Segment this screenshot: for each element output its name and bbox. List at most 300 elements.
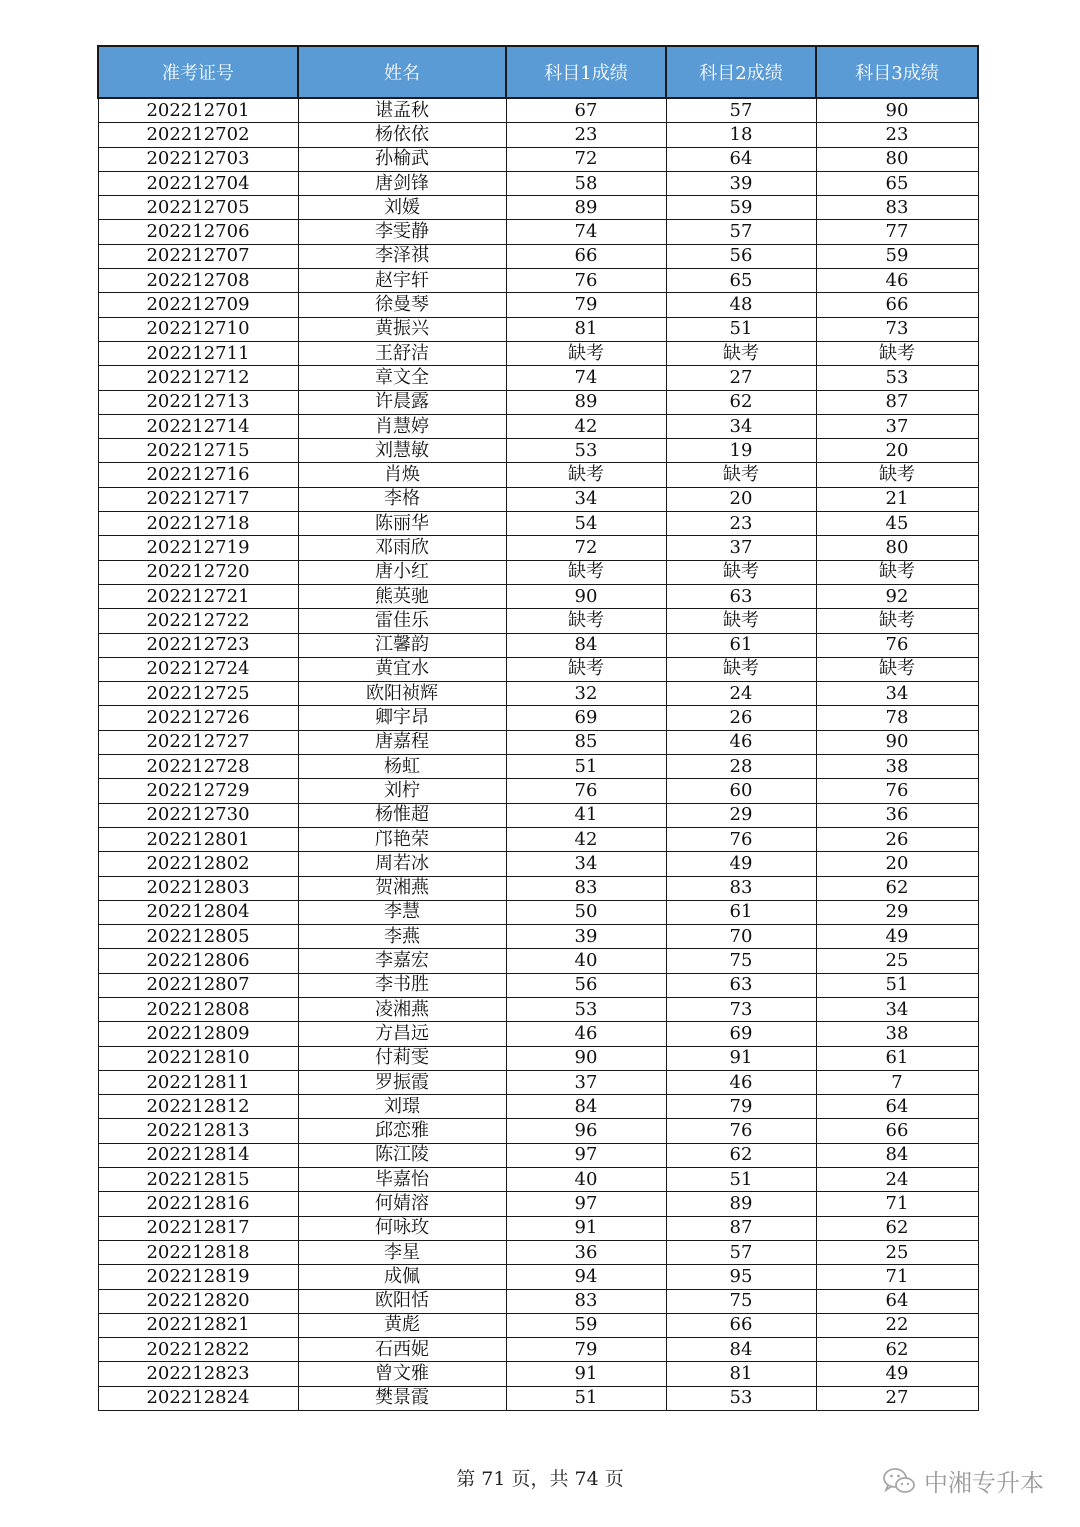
cell-subject1-score: 23 — [506, 123, 666, 147]
cell-subject2-score: 56 — [666, 244, 816, 268]
cell-subject3-score: 83 — [816, 196, 978, 220]
cell-subject1-score: 53 — [506, 997, 666, 1021]
cell-exam-id: 202212709 — [98, 293, 298, 317]
cell-subject3-score: 61 — [816, 1046, 978, 1070]
table-row — [98, 755, 978, 779]
cell-subject3-score: 65 — [816, 171, 978, 195]
cell-name: 赵宇轩 — [298, 269, 506, 293]
cell-subject3-score: 38 — [816, 1022, 978, 1046]
cell-exam-id: 202212729 — [98, 779, 298, 803]
table-row — [98, 1338, 978, 1362]
column-header-subject2-score: 科目2成绩 — [666, 46, 816, 98]
cell-exam-id: 202212728 — [98, 755, 298, 779]
table-row — [98, 973, 978, 997]
cell-subject1-score: 40 — [506, 949, 666, 973]
cell-name: 樊景霞 — [298, 1386, 506, 1410]
table-row — [98, 1070, 978, 1094]
cell-name: 欧阳恬 — [298, 1289, 506, 1313]
table-row — [98, 244, 978, 268]
cell-subject3-score: 21 — [816, 487, 978, 511]
cell-subject2-score: 37 — [666, 536, 816, 560]
cell-subject3-score: 64 — [816, 1289, 978, 1313]
column-header-subject3-score: 科目3成绩 — [816, 46, 978, 98]
cell-exam-id: 202212721 — [98, 584, 298, 608]
cell-subject1-score: 40 — [506, 1168, 666, 1192]
cell-exam-id: 202212722 — [98, 609, 298, 633]
cell-name: 陈江陵 — [298, 1143, 506, 1167]
cell-name: 贺湘燕 — [298, 876, 506, 900]
cell-exam-id: 202212818 — [98, 1240, 298, 1264]
cell-exam-id: 202212809 — [98, 1022, 298, 1046]
cell-exam-id: 202212804 — [98, 900, 298, 924]
cell-name: 熊英驰 — [298, 584, 506, 608]
table-row — [98, 147, 978, 171]
cell-exam-id: 202212812 — [98, 1095, 298, 1119]
cell-exam-id: 202212701 — [98, 98, 298, 123]
cell-subject2-score: 缺考 — [666, 463, 816, 487]
cell-subject2-score: 91 — [666, 1046, 816, 1070]
table-row — [98, 341, 978, 365]
table-row — [98, 730, 978, 754]
cell-exam-id: 202212706 — [98, 220, 298, 244]
cell-subject3-score: 25 — [816, 1240, 978, 1264]
cell-subject1-score: 51 — [506, 1386, 666, 1410]
watermark-text: 中湘专升本 — [924, 1469, 1044, 1497]
cell-subject1-score: 72 — [506, 147, 666, 171]
cell-subject2-score: 51 — [666, 317, 816, 341]
cell-subject3-score: 45 — [816, 512, 978, 536]
cell-subject2-score: 29 — [666, 803, 816, 827]
cell-subject1-score: 66 — [506, 244, 666, 268]
table-row — [98, 682, 978, 706]
cell-name: 曾文雅 — [298, 1362, 506, 1386]
cell-subject3-score: 53 — [816, 366, 978, 390]
cell-subject1-score: 74 — [506, 220, 666, 244]
cell-subject2-score: 84 — [666, 1338, 816, 1362]
cell-exam-id: 202212810 — [98, 1046, 298, 1070]
cell-subject3-score: 缺考 — [816, 341, 978, 365]
cell-subject1-score: 46 — [506, 1022, 666, 1046]
cell-subject1-score: 96 — [506, 1119, 666, 1143]
cell-subject1-score: 缺考 — [506, 341, 666, 365]
cell-exam-id: 202212813 — [98, 1119, 298, 1143]
cell-subject3-score: 49 — [816, 1362, 978, 1386]
table-row — [98, 803, 978, 827]
cell-name: 毕嘉怡 — [298, 1168, 506, 1192]
cell-subject2-score: 53 — [666, 1386, 816, 1410]
cell-exam-id: 202212815 — [98, 1168, 298, 1192]
cell-subject2-score: 48 — [666, 293, 816, 317]
cell-subject3-score: 27 — [816, 1386, 978, 1410]
cell-subject3-score: 34 — [816, 682, 978, 706]
cell-name: 何咏玫 — [298, 1216, 506, 1240]
cell-name: 周若冰 — [298, 852, 506, 876]
cell-exam-id: 202212817 — [98, 1216, 298, 1240]
cell-subject3-score: 51 — [816, 973, 978, 997]
cell-subject3-score: 20 — [816, 852, 978, 876]
score-table-container — [97, 45, 977, 1411]
cell-subject3-score: 7 — [816, 1070, 978, 1094]
cell-subject1-score: 85 — [506, 730, 666, 754]
cell-subject2-score: 76 — [666, 827, 816, 851]
cell-name: 卿宇昂 — [298, 706, 506, 730]
cell-exam-id: 202212711 — [98, 341, 298, 365]
cell-subject3-score: 84 — [816, 1143, 978, 1167]
cell-name: 成佩 — [298, 1265, 506, 1289]
cell-exam-id: 202212821 — [98, 1313, 298, 1337]
cell-subject1-score: 53 — [506, 439, 666, 463]
cell-subject2-score: 57 — [666, 1240, 816, 1264]
cell-subject1-score: 32 — [506, 682, 666, 706]
score-table — [97, 45, 979, 1411]
table-row — [98, 366, 978, 390]
table-row — [98, 196, 978, 220]
cell-name: 刘媛 — [298, 196, 506, 220]
cell-name: 李燕 — [298, 925, 506, 949]
cell-subject1-score: 97 — [506, 1192, 666, 1216]
cell-subject1-score: 83 — [506, 1289, 666, 1313]
table-row — [98, 1095, 978, 1119]
cell-subject1-score: 72 — [506, 536, 666, 560]
table-row — [98, 171, 978, 195]
cell-subject3-score: 59 — [816, 244, 978, 268]
cell-subject3-score: 缺考 — [816, 463, 978, 487]
cell-name: 许晨露 — [298, 390, 506, 414]
cell-subject3-score: 25 — [816, 949, 978, 973]
cell-name: 石西妮 — [298, 1338, 506, 1362]
table-row — [98, 609, 978, 633]
cell-subject3-score: 66 — [816, 293, 978, 317]
cell-name: 李星 — [298, 1240, 506, 1264]
cell-name: 肖慧婷 — [298, 414, 506, 438]
cell-name: 杨依依 — [298, 123, 506, 147]
cell-subject3-score: 36 — [816, 803, 978, 827]
table-row — [98, 1168, 978, 1192]
cell-name: 刘璟 — [298, 1095, 506, 1119]
cell-exam-id: 202212715 — [98, 439, 298, 463]
cell-subject2-score: 46 — [666, 1070, 816, 1094]
cell-exam-id: 202212824 — [98, 1386, 298, 1410]
cell-name: 何婧溶 — [298, 1192, 506, 1216]
cell-subject2-score: 63 — [666, 973, 816, 997]
table-row — [98, 269, 978, 293]
cell-subject1-score: 缺考 — [506, 560, 666, 584]
cell-subject2-score: 缺考 — [666, 609, 816, 633]
cell-subject2-score: 66 — [666, 1313, 816, 1337]
cell-subject1-score: 缺考 — [506, 657, 666, 681]
table-row — [98, 1119, 978, 1143]
cell-subject3-score: 64 — [816, 1095, 978, 1119]
cell-name: 唐剑锋 — [298, 171, 506, 195]
wechat-icon — [882, 1466, 916, 1496]
cell-subject1-score: 50 — [506, 900, 666, 924]
cell-subject2-score: 19 — [666, 439, 816, 463]
cell-exam-id: 202212806 — [98, 949, 298, 973]
cell-subject3-score: 38 — [816, 755, 978, 779]
cell-subject1-score: 76 — [506, 779, 666, 803]
table-row — [98, 900, 978, 924]
cell-subject1-score: 67 — [506, 98, 666, 123]
cell-subject3-score: 76 — [816, 633, 978, 657]
cell-subject2-score: 61 — [666, 900, 816, 924]
table-row — [98, 852, 978, 876]
cell-exam-id: 202212727 — [98, 730, 298, 754]
cell-name: 付莉雯 — [298, 1046, 506, 1070]
cell-exam-id: 202212726 — [98, 706, 298, 730]
cell-exam-id: 202212708 — [98, 269, 298, 293]
cell-subject1-score: 91 — [506, 1216, 666, 1240]
cell-subject1-score: 36 — [506, 1240, 666, 1264]
cell-name: 黄振兴 — [298, 317, 506, 341]
cell-exam-id: 202212723 — [98, 633, 298, 657]
cell-subject1-score: 97 — [506, 1143, 666, 1167]
cell-subject3-score: 73 — [816, 317, 978, 341]
cell-subject1-score: 94 — [506, 1265, 666, 1289]
cell-subject2-score: 61 — [666, 633, 816, 657]
cell-subject2-score: 34 — [666, 414, 816, 438]
cell-subject2-score: 62 — [666, 1143, 816, 1167]
cell-subject3-score: 90 — [816, 730, 978, 754]
column-header-exam-id: 准考证号 — [98, 46, 298, 98]
cell-subject1-score: 79 — [506, 1338, 666, 1362]
cell-subject3-score: 71 — [816, 1265, 978, 1289]
cell-exam-id: 202212814 — [98, 1143, 298, 1167]
cell-name: 罗振霞 — [298, 1070, 506, 1094]
table-row — [98, 560, 978, 584]
cell-subject3-score: 71 — [816, 1192, 978, 1216]
table-row — [98, 633, 978, 657]
cell-subject2-score: 46 — [666, 730, 816, 754]
cell-subject2-score: 83 — [666, 876, 816, 900]
cell-subject2-score: 79 — [666, 1095, 816, 1119]
table-row — [98, 512, 978, 536]
cell-subject1-score: 89 — [506, 196, 666, 220]
table-row — [98, 779, 978, 803]
cell-subject1-score: 74 — [506, 366, 666, 390]
table-row — [98, 1386, 978, 1410]
table-row — [98, 1240, 978, 1264]
cell-name: 陈丽华 — [298, 512, 506, 536]
column-header-name: 姓名 — [298, 46, 506, 98]
cell-subject2-score: 26 — [666, 706, 816, 730]
cell-name: 孙榆武 — [298, 147, 506, 171]
cell-subject2-score: 57 — [666, 98, 816, 123]
cell-subject1-score: 76 — [506, 269, 666, 293]
table-row — [98, 657, 978, 681]
cell-subject2-score: 73 — [666, 997, 816, 1021]
table-row — [98, 536, 978, 560]
cell-subject2-score: 缺考 — [666, 657, 816, 681]
cell-name: 江馨韵 — [298, 633, 506, 657]
table-row — [98, 1143, 978, 1167]
cell-subject3-score: 49 — [816, 925, 978, 949]
cell-subject2-score: 18 — [666, 123, 816, 147]
cell-subject2-score: 65 — [666, 269, 816, 293]
cell-exam-id: 202212720 — [98, 560, 298, 584]
cell-subject2-score: 24 — [666, 682, 816, 706]
cell-subject2-score: 89 — [666, 1192, 816, 1216]
cell-subject3-score: 缺考 — [816, 657, 978, 681]
cell-subject3-score: 92 — [816, 584, 978, 608]
table-row — [98, 98, 978, 123]
page-number-label: 第 71 页，共 74 页 — [456, 1468, 624, 1490]
cell-subject1-score: 81 — [506, 317, 666, 341]
cell-subject3-score: 34 — [816, 997, 978, 1021]
cell-name: 欧阳祯辉 — [298, 682, 506, 706]
cell-name: 李泽祺 — [298, 244, 506, 268]
cell-subject1-score: 69 — [506, 706, 666, 730]
table-row — [98, 1289, 978, 1313]
cell-exam-id: 202212716 — [98, 463, 298, 487]
cell-subject1-score: 42 — [506, 414, 666, 438]
cell-subject2-score: 20 — [666, 487, 816, 511]
table-row — [98, 487, 978, 511]
cell-name: 李嘉宏 — [298, 949, 506, 973]
table-row — [98, 706, 978, 730]
cell-subject3-score: 37 — [816, 414, 978, 438]
cell-subject3-score: 80 — [816, 147, 978, 171]
cell-subject1-score: 84 — [506, 633, 666, 657]
cell-subject3-score: 90 — [816, 98, 978, 123]
cell-name: 雷佳乐 — [298, 609, 506, 633]
cell-subject2-score: 59 — [666, 196, 816, 220]
table-row — [98, 1313, 978, 1337]
cell-subject1-score: 54 — [506, 512, 666, 536]
table-header — [98, 46, 978, 98]
cell-subject1-score: 51 — [506, 755, 666, 779]
cell-exam-id: 202212820 — [98, 1289, 298, 1313]
cell-exam-id: 202212713 — [98, 390, 298, 414]
cell-subject2-score: 39 — [666, 171, 816, 195]
cell-exam-id: 202212717 — [98, 487, 298, 511]
cell-name: 邓雨欣 — [298, 536, 506, 560]
header-row — [98, 46, 978, 98]
cell-subject2-score: 70 — [666, 925, 816, 949]
cell-name: 方昌远 — [298, 1022, 506, 1046]
column-header-subject1-score: 科目1成绩 — [506, 46, 666, 98]
cell-subject3-score: 80 — [816, 536, 978, 560]
cell-subject1-score: 34 — [506, 852, 666, 876]
cell-exam-id: 202212819 — [98, 1265, 298, 1289]
table-row — [98, 827, 978, 851]
cell-subject2-score: 23 — [666, 512, 816, 536]
cell-subject2-score: 缺考 — [666, 560, 816, 584]
cell-exam-id: 202212710 — [98, 317, 298, 341]
table-row — [98, 317, 978, 341]
cell-subject2-score: 75 — [666, 949, 816, 973]
table-row — [98, 584, 978, 608]
cell-subject2-score: 28 — [666, 755, 816, 779]
cell-exam-id: 202212805 — [98, 925, 298, 949]
cell-name: 谌孟秋 — [298, 98, 506, 123]
cell-exam-id: 202212802 — [98, 852, 298, 876]
cell-subject1-score: 59 — [506, 1313, 666, 1337]
cell-subject2-score: 51 — [666, 1168, 816, 1192]
cell-name: 李慧 — [298, 900, 506, 924]
cell-subject2-score: 60 — [666, 779, 816, 803]
cell-subject1-score: 39 — [506, 925, 666, 949]
cell-subject2-score: 57 — [666, 220, 816, 244]
table-row — [98, 1046, 978, 1070]
cell-exam-id: 202212724 — [98, 657, 298, 681]
cell-subject1-score: 84 — [506, 1095, 666, 1119]
cell-subject1-score: 58 — [506, 171, 666, 195]
cell-subject1-score: 41 — [506, 803, 666, 827]
cell-subject2-score: 64 — [666, 147, 816, 171]
cell-exam-id: 202212705 — [98, 196, 298, 220]
cell-subject1-score: 90 — [506, 584, 666, 608]
table-row — [98, 439, 978, 463]
cell-subject3-score: 缺考 — [816, 560, 978, 584]
cell-subject3-score: 24 — [816, 1168, 978, 1192]
cell-exam-id: 202212811 — [98, 1070, 298, 1094]
cell-exam-id: 202212703 — [98, 147, 298, 171]
cell-subject3-score: 62 — [816, 876, 978, 900]
cell-name: 黄宜水 — [298, 657, 506, 681]
table-row — [98, 1265, 978, 1289]
cell-subject2-score: 76 — [666, 1119, 816, 1143]
cell-subject2-score: 69 — [666, 1022, 816, 1046]
cell-name: 凌湘燕 — [298, 997, 506, 1021]
cell-subject1-score: 90 — [506, 1046, 666, 1070]
cell-name: 唐小红 — [298, 560, 506, 584]
cell-subject3-score: 46 — [816, 269, 978, 293]
table-row — [98, 1192, 978, 1216]
table-row — [98, 293, 978, 317]
cell-name: 邝艳荣 — [298, 827, 506, 851]
cell-subject3-score: 66 — [816, 1119, 978, 1143]
cell-exam-id: 202212808 — [98, 997, 298, 1021]
cell-name: 刘慧敏 — [298, 439, 506, 463]
cell-name: 李雯静 — [298, 220, 506, 244]
table-row — [98, 925, 978, 949]
cell-exam-id: 202212719 — [98, 536, 298, 560]
table-row — [98, 997, 978, 1021]
cell-subject1-score: 缺考 — [506, 463, 666, 487]
cell-subject3-score: 缺考 — [816, 609, 978, 633]
cell-subject2-score: 63 — [666, 584, 816, 608]
cell-exam-id: 202212704 — [98, 171, 298, 195]
cell-name: 肖焕 — [298, 463, 506, 487]
cell-subject1-score: 79 — [506, 293, 666, 317]
cell-subject3-score: 26 — [816, 827, 978, 851]
cell-subject1-score: 42 — [506, 827, 666, 851]
cell-name: 唐嘉程 — [298, 730, 506, 754]
cell-exam-id: 202212702 — [98, 123, 298, 147]
table-row — [98, 876, 978, 900]
cell-name: 李格 — [298, 487, 506, 511]
cell-subject3-score: 22 — [816, 1313, 978, 1337]
cell-subject1-score: 34 — [506, 487, 666, 511]
cell-exam-id: 202212807 — [98, 973, 298, 997]
cell-exam-id: 202212803 — [98, 876, 298, 900]
cell-exam-id: 202212730 — [98, 803, 298, 827]
cell-subject3-score: 87 — [816, 390, 978, 414]
cell-name: 章文全 — [298, 366, 506, 390]
cell-name: 李书胜 — [298, 973, 506, 997]
cell-name: 邱恋雅 — [298, 1119, 506, 1143]
cell-exam-id: 202212714 — [98, 414, 298, 438]
cell-subject3-score: 62 — [816, 1216, 978, 1240]
cell-subject1-score: 缺考 — [506, 609, 666, 633]
table-row — [98, 123, 978, 147]
cell-exam-id: 202212816 — [98, 1192, 298, 1216]
table-row — [98, 1362, 978, 1386]
cell-subject2-score: 81 — [666, 1362, 816, 1386]
cell-subject1-score: 56 — [506, 973, 666, 997]
cell-subject3-score: 20 — [816, 439, 978, 463]
cell-exam-id: 202212718 — [98, 512, 298, 536]
